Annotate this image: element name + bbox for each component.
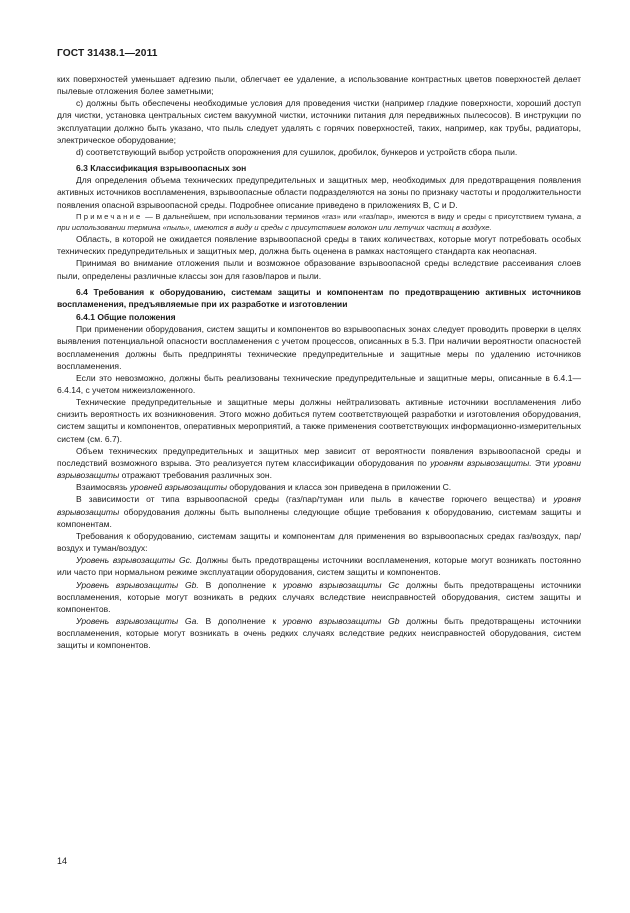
- paragraph-level-gb: Уровень взрывозащиты Gb. В дополнение к уровню взрывозащиты Gc должны быть предотвращены источники воспламенения, которые могут возникать в редких случаях вследствие неисправностей оборудования, систем защиты и компонентов.: [57, 579, 581, 614]
- paragraph: Если это невозможно, должны быть реализованы технические предупредительные и защитные меры, описанные в 6.4.1—6.4.14, с учетом нижеизложенного.: [57, 372, 581, 395]
- paragraph: Область, в которой не ожидается появление взрывоопасной среды в таких количествах, которые могут потребовать особых технических предупредительных и защитных мер, должна быть оценена в рамках настоящего стандарта как неопасная.: [57, 234, 581, 257]
- list-item-d: d) соответствующий выбор устройств опорожнения для сушилок, дробилок, бункеров и устройств сбора пыли.: [76, 146, 518, 157]
- paragraph-level-gc: Уровень взрывозащиты Gc. Должны быть предотвращены источники воспламенения, которые могут возникать постоянно или часто при нормальном режиме эксплуатации оборудования, систем защиты и компонентов.: [57, 555, 582, 578]
- paragraph: Взаимосвязь уровней взрывозащиты оборудования и класса зон приведена в приложении C.: [76, 482, 452, 493]
- paragraph: Принимая во внимание отложения пыли и возможное образование взрывоопасной среды вследствие рассеивания слоев пыли, определены различные классы зон для газов/паров и пыли.: [57, 258, 581, 281]
- paragraph: ких поверхностей уменьшает адгезию пыли, облегчает ее удаление, а использование контрастных цветов поверхностей делает пылевые отложения более заметными;: [57, 74, 581, 97]
- page-body: [57, 73, 581, 651]
- paragraph: Технические предупредительные и защитные меры должны нейтрализовать активные источники воспламенения либо снизить вероятность их возникновения. Этого можно добиться путем соответствующей разработки и изготовления оборудования, систем защиты и компонентов, оперативных мероприятий, а также применения соответствующих информационно-измерительных систем (см. 6.7).: [57, 397, 581, 444]
- paragraph: Объем технических предупредительных и защитных мер зависит от вероятности появления взрывоопасной среды и последствий возможного взрыва. Это реализуется путем классификации оборудования по уровням взрывозащиты. Эти уровни взрывозащиты отражают требования различных зон.: [57, 445, 582, 481]
- list-item-c: c) должны быть обеспечены необходимые условия для проведения чистки (например гладкие поверхности, хороший доступ для чистки, установка центральных систем вакуумной чистки, источники питания для передвижных пылесосов). В инструкции по эксплуатации должно быть указано, что пыль следует удалять с горячих поверхностей, таких, например, как трубы, радиаторы, электрическое оборудование;: [57, 98, 581, 145]
- paragraph: При применении оборудования, систем защиты и компонентов во взрывоопасных зонах следует проводить проверки в целях выявления потенциальной опасности воспламенения с учетом процессов, описанных в 5.3. При наличии вероятности опасностей воспламенения должны быть предприняты технические предупредительные и защитные меры по удалению источников воспламенения.: [57, 324, 581, 371]
- note-label: Примечание: [76, 211, 143, 221]
- paragraph: В зависимости от типа взрывоопасной среды (газ/пар/туман или пыль в качестве горючего вещества) и уровня взрывозащиты оборудования должны быть выполнены следующие общие требования к оборудованию, системам защиты и компонентам.: [57, 494, 581, 529]
- section-heading-6-4: 6.4 Требования к оборудованию, системам защиты и компонентам по предотвращению активных источников воспламенения, предъявляемые при их разработке и изготовлении: [57, 286, 581, 309]
- section-heading-6-3: 6.3 Классификация взрывоопасных зон: [76, 163, 247, 174]
- page-number: 14: [57, 856, 68, 866]
- paragraph: Требования к оборудованию, системам защиты и компонентам для применения во взрывоопасных средах газ/воздух, пар/воздух и туман/воздух:: [57, 530, 581, 554]
- paragraph-level-ga: Уровень взрывозащиты Ga. В дополнение к уровню взрывозащиты Gb должны быть предотвращены источники воспламенения, которые могут возникать в очень редких случаях вследствие редких неисправностей оборудования, систем защиты и компонентов.: [57, 615, 581, 651]
- page-header: ГОСТ 31438.1—2011: [57, 48, 158, 59]
- section-heading-6-4-1: 6.4.1 Общие положения: [76, 312, 176, 323]
- note: Примечание — В дальнейшем, при использовании терминов «газ» или «газ/пар», имеются в виду и среды с присутствием тумана, а при использовании термина «пыль», имеются в виду и среды с присутствием волокон или летучих частиц в воздухе.: [57, 211, 581, 232]
- paragraph: Для определения объема технических предупредительных и защитных мер, необходимых для предотвращения появления активных источников воспламенения, взрывоопасные области подразделяются на зоны по признаку частоты и продолжительности появления опасной взрывоопасной среды. Подробнее описание приведено в приложениях B, C и D.: [57, 175, 581, 210]
